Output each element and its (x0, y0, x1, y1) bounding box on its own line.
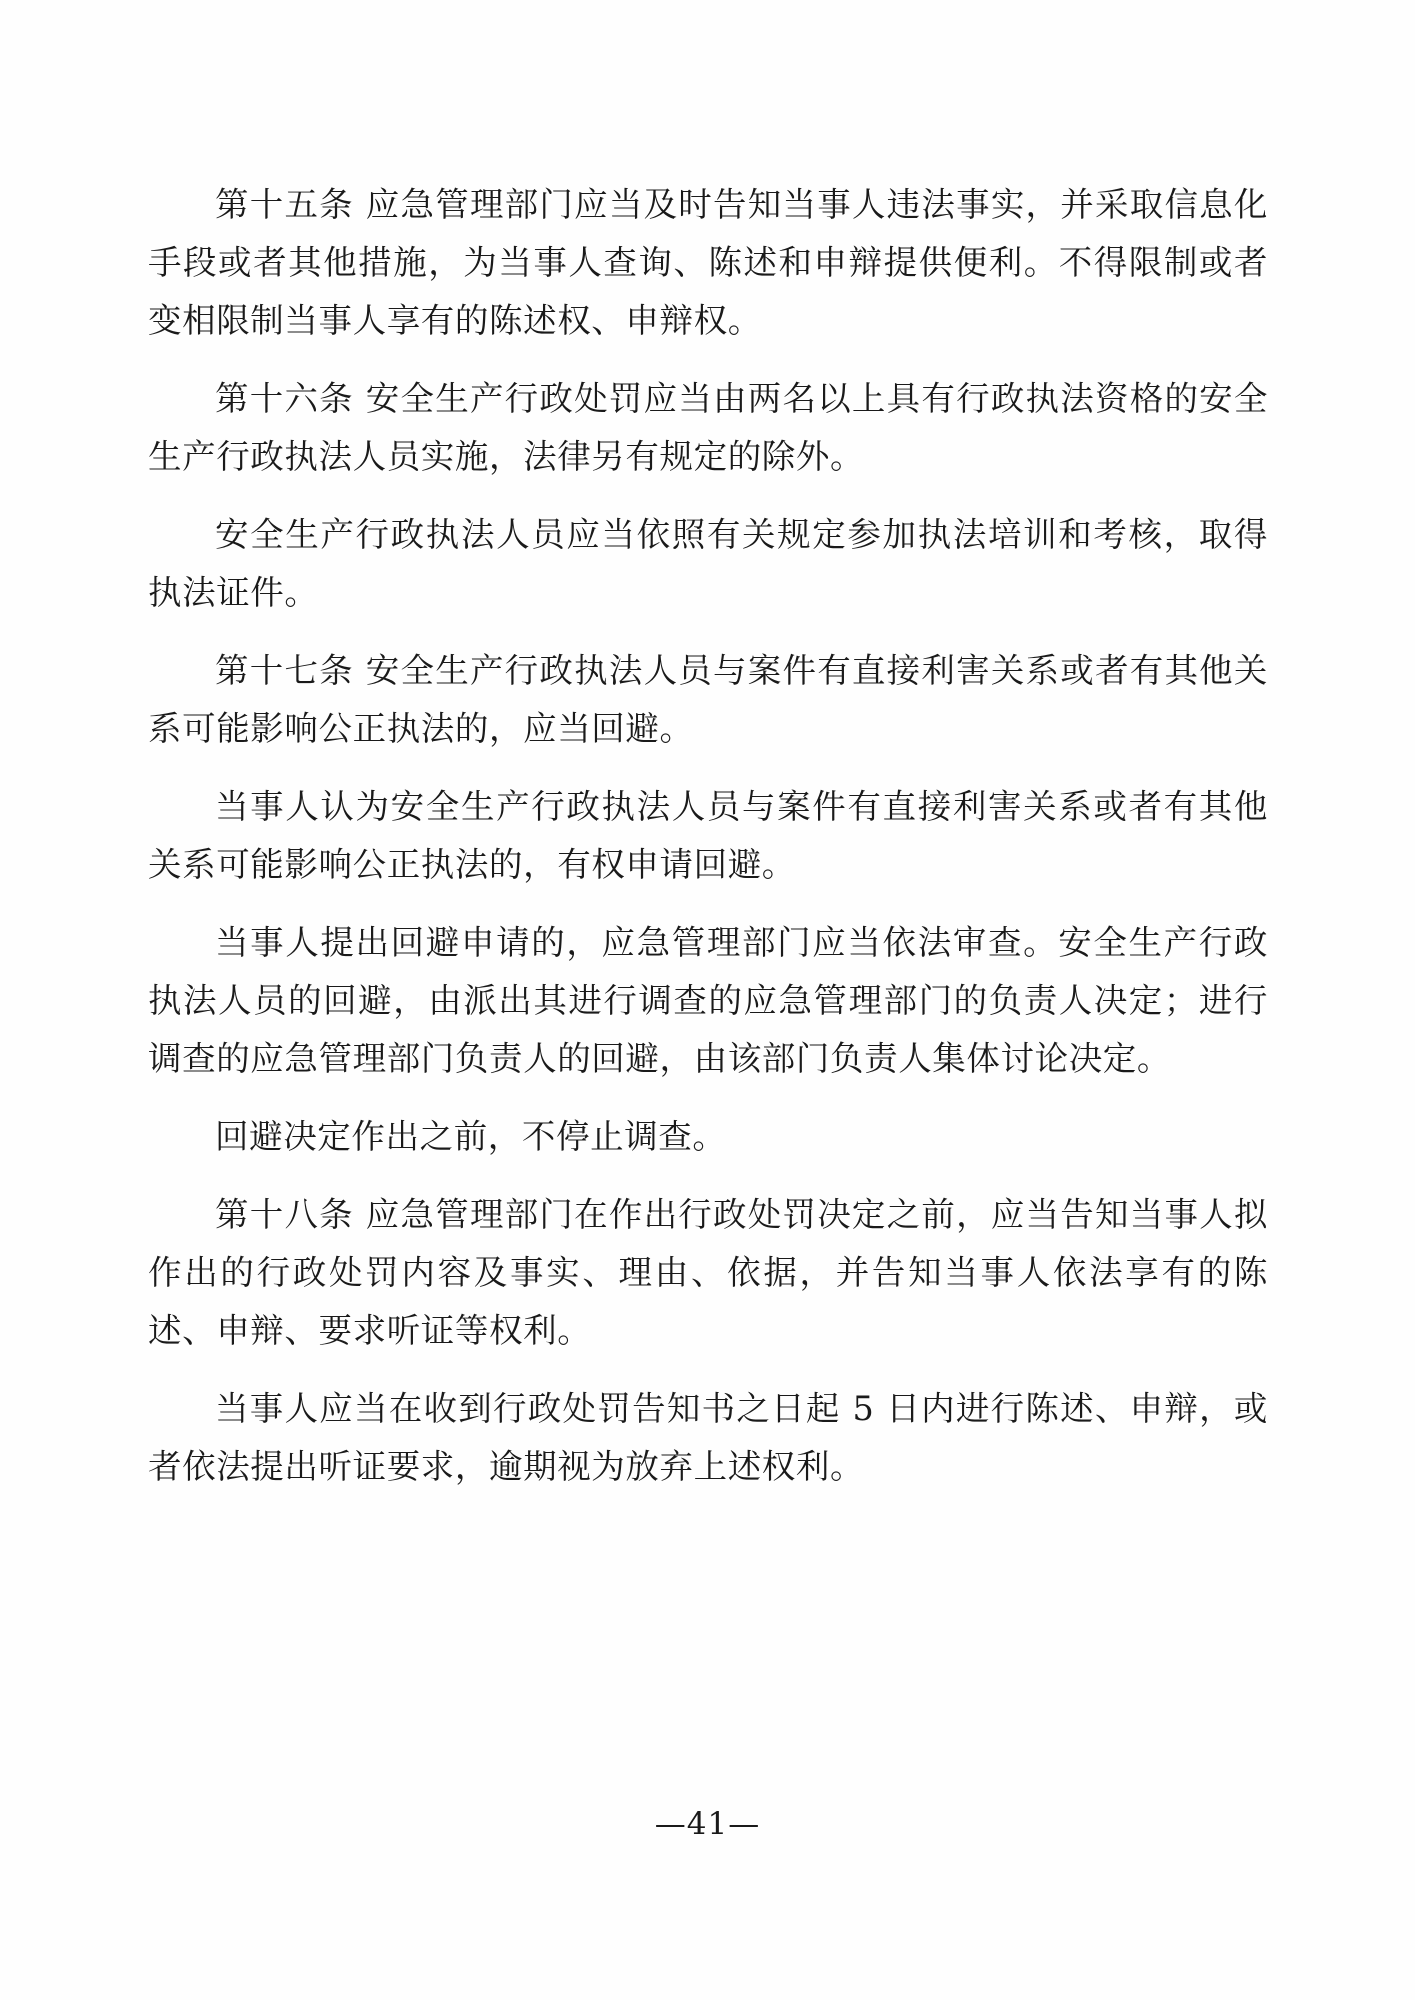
paragraph: 第十六条 安全生产行政处罚应当由两名以上具有行政执法资格的安全生产行政执法人员实施，法律另有规定的除外。 (148, 379, 1268, 476)
document-body (148, 176, 1268, 1496)
paragraph: 第十五条 应急管理部门应当及时告知当事人违法事实，并采取信息化手段或者其他措施，为当事人查询、陈述和申辩提供便利。不得限制或者变相限制当事人享有的陈述权、申辩权。 (148, 185, 1268, 340)
paragraph: 当事人应当在收到行政处罚告知书之日起 5 日内进行陈述、申辩，或者依法提出听证要求，逾期视为放弃上述权利。 (148, 1389, 1268, 1486)
paragraph: 安全生产行政执法人员应当依照有关规定参加执法培训和考核，取得执法证件。 (148, 515, 1268, 612)
paragraph: 第十七条 安全生产行政执法人员与案件有直接利害关系或者有其他关系可能影响公正执法的，应当回避。 (148, 651, 1268, 748)
paragraph: 第十八条 应急管理部门在作出行政处罚决定之前，应当告知当事人拟作出的行政处罚内容及事实、理由、依据，并告知当事人依法享有的陈述、申辩、要求听证等权利。 (148, 1195, 1268, 1350)
page-number: —41— (654, 1806, 761, 1842)
paragraph: 当事人认为安全生产行政执法人员与案件有直接利害关系或者有其他关系可能影响公正执法的，有权申请回避。 (148, 787, 1268, 884)
paragraph: 回避决定作出之前，不停止调查。 (215, 1117, 727, 1156)
paragraph: 当事人提出回避申请的，应急管理部门应当依法审查。安全生产行政执法人员的回避，由派出其进行调查的应急管理部门的负责人决定；进行调查的应急管理部门负责人的回避，由该部门负责人集体讨论决定。 (148, 923, 1268, 1078)
